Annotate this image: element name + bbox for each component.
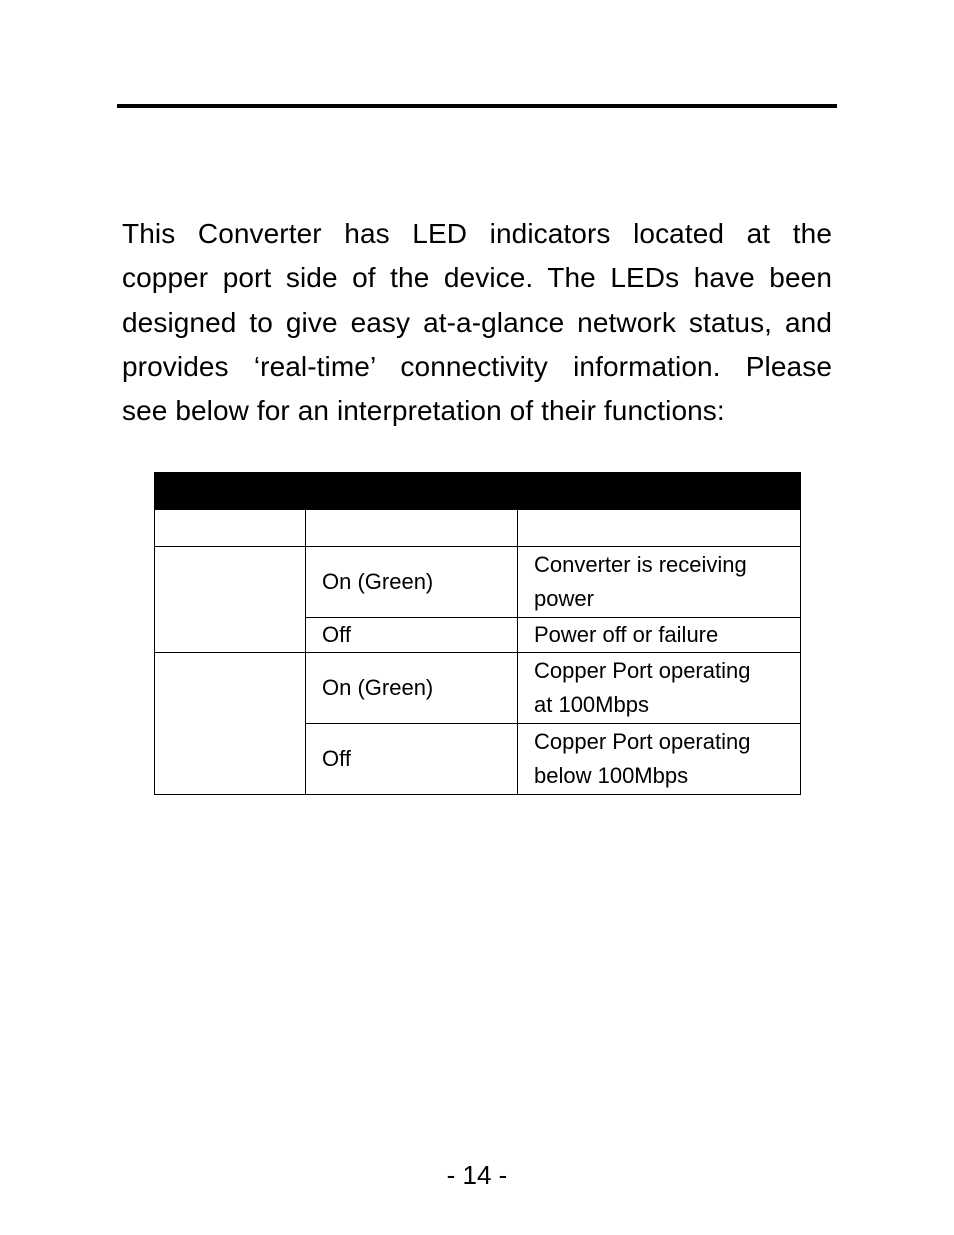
page-number: - 14 - [446, 1160, 508, 1190]
description-line: at 100Mbps [534, 692, 649, 717]
description-line: power [534, 586, 594, 611]
status-cell: On (Green) [306, 547, 518, 618]
table-title-row [155, 473, 801, 510]
intro-paragraph [122, 212, 832, 433]
table-header-row [155, 510, 801, 547]
led-name-cell [155, 653, 306, 795]
description-line: Converter is receiving [534, 552, 747, 577]
intro-line: designed to give easy at-a-glance network status, and [122, 306, 832, 338]
description-line: Copper Port operating [534, 729, 751, 754]
intro-line: provides ‘real-time’ connectivity information. Please [122, 350, 832, 382]
description-cell [518, 724, 801, 795]
status-cell: Off [306, 618, 518, 653]
description-line: below 100Mbps [534, 763, 689, 788]
table-row [155, 653, 801, 724]
table-row [155, 547, 801, 618]
led-indicator-table [154, 472, 801, 795]
description-line: Power off or failure [534, 622, 719, 647]
header-status [306, 510, 518, 547]
description-cell [518, 547, 801, 618]
intro-line: This Converter has LED indicators located at the [122, 218, 832, 249]
header-description [518, 510, 801, 547]
table-title-cell [155, 473, 801, 510]
top-horizontal-rule [117, 104, 837, 108]
status-cell: Off [306, 724, 518, 795]
description-cell [518, 653, 801, 724]
intro-line: copper port side of the device. The LEDs have been [122, 262, 832, 294]
header-led [155, 510, 306, 547]
status-cell: On (Green) [306, 653, 518, 724]
description-cell [518, 618, 801, 653]
description-line: Copper Port operating [534, 658, 751, 683]
led-name-cell [155, 547, 306, 653]
intro-line: see below for an interpretation of their functions: [122, 395, 725, 427]
